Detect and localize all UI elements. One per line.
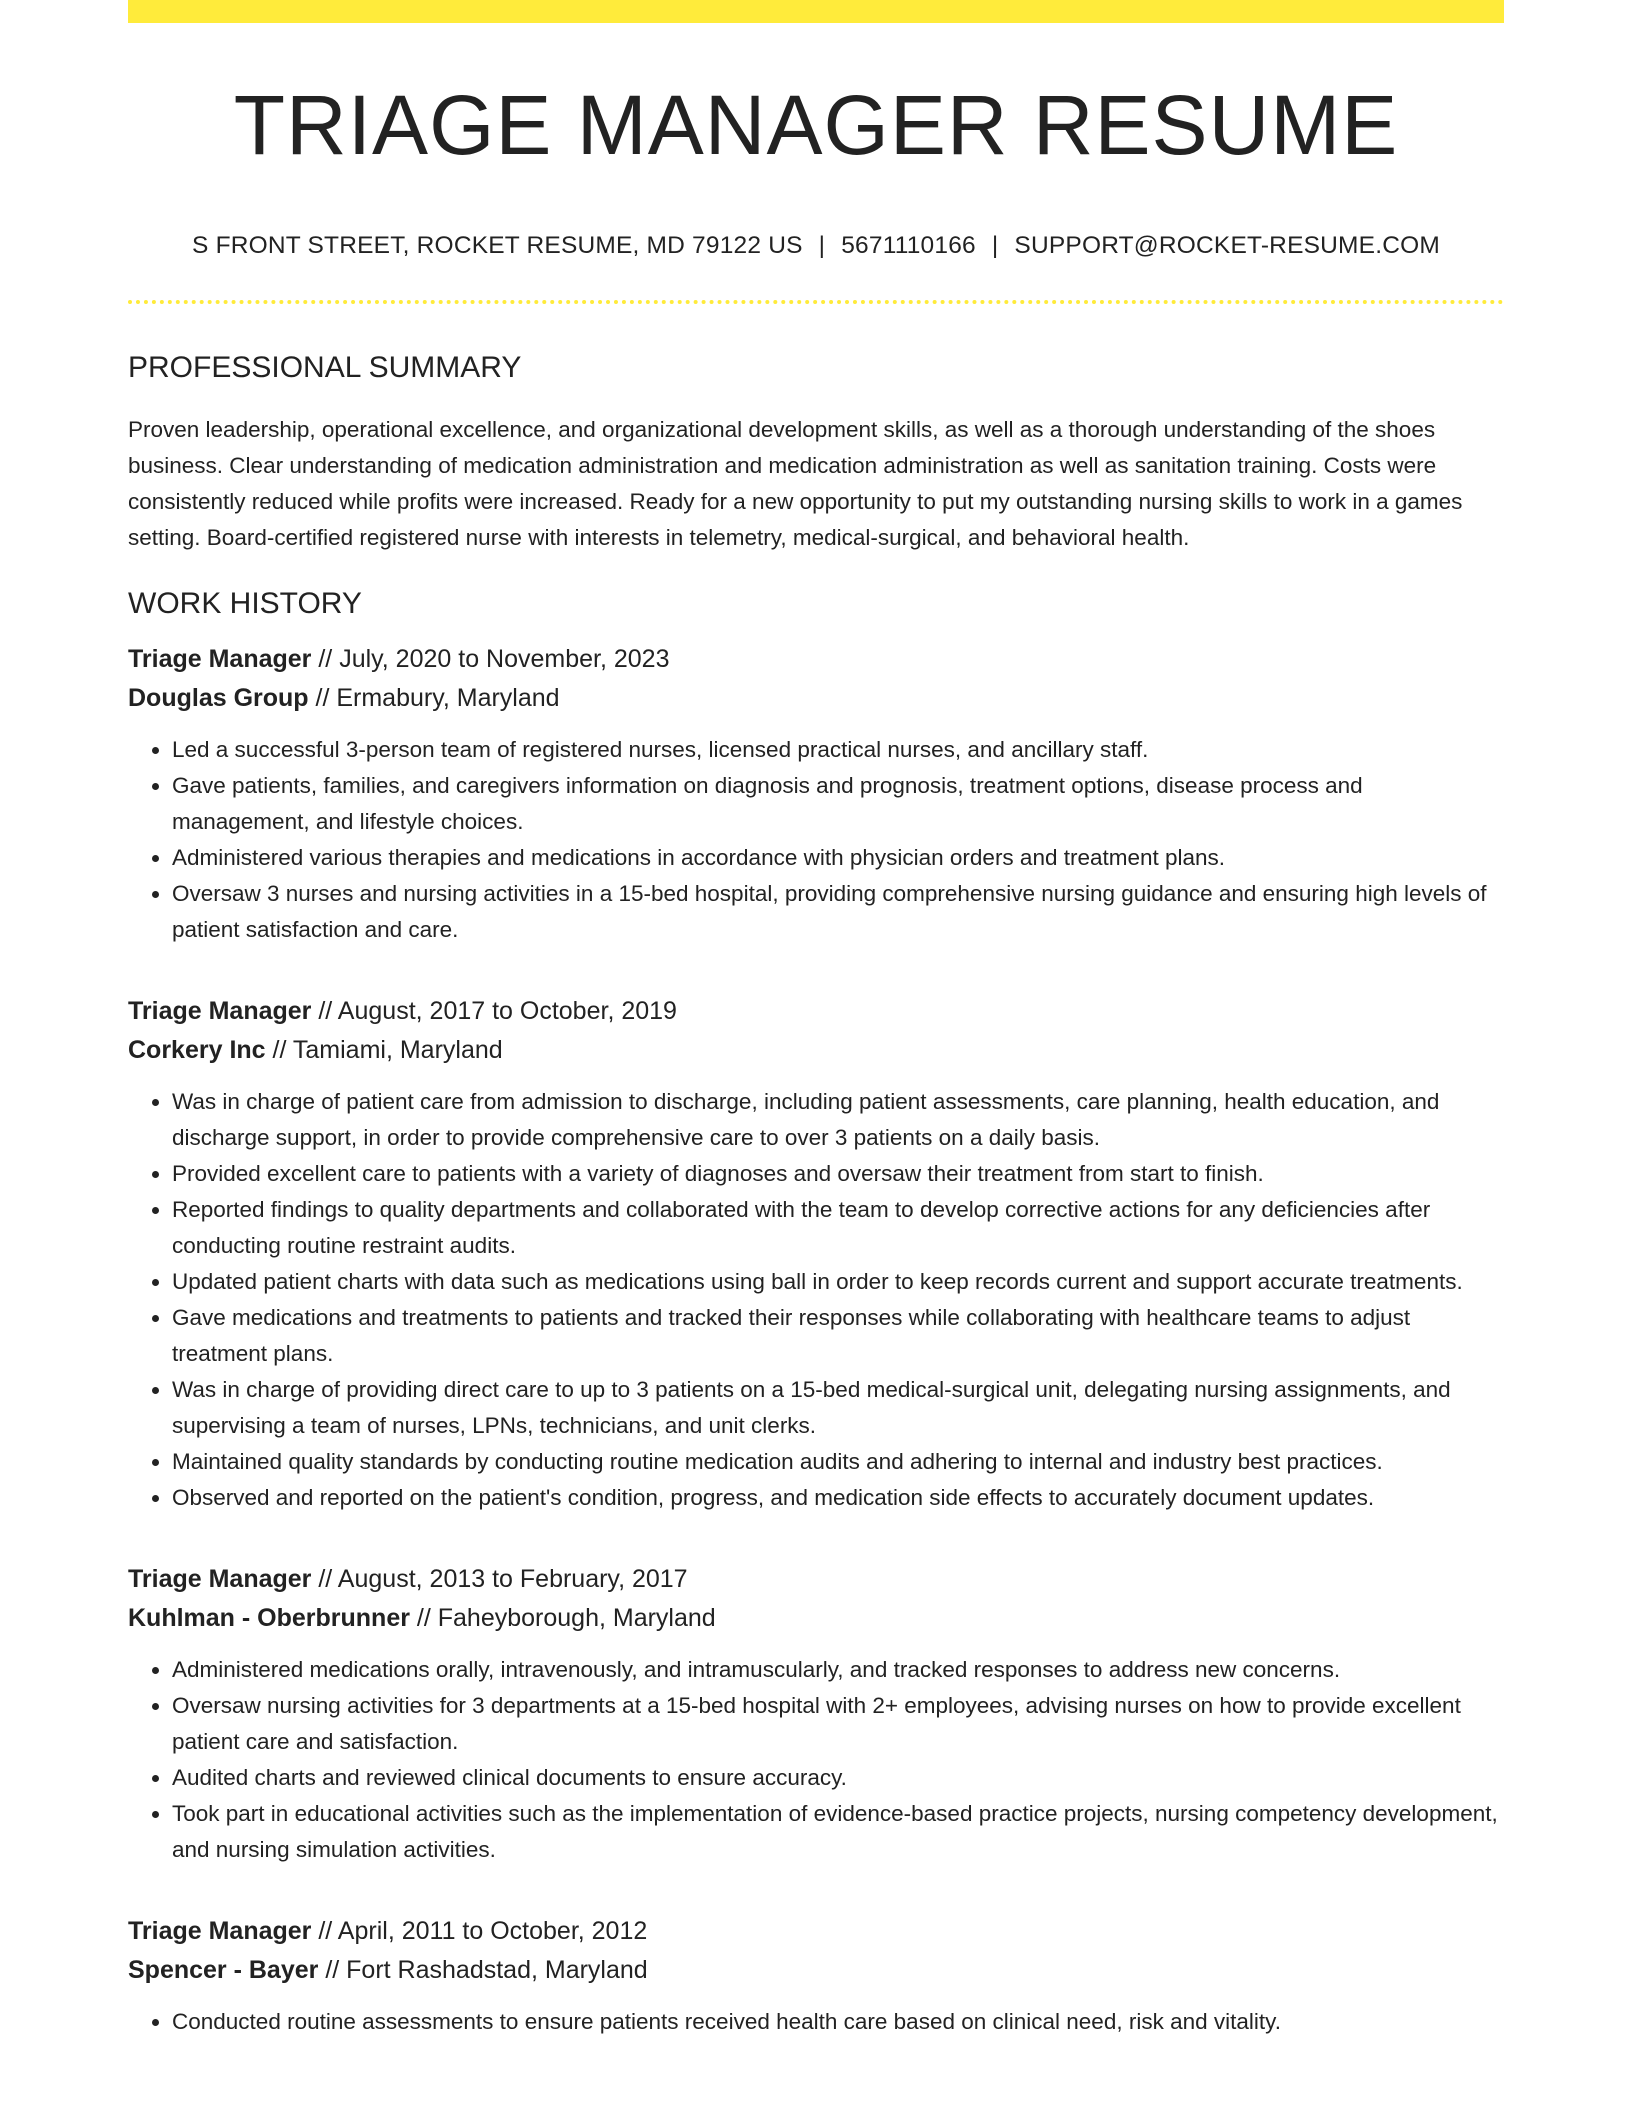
resume-title: TRIAGE MANAGER RESUME — [233, 78, 1399, 172]
job-entry — [128, 992, 1504, 1516]
job-bullet: • Gave medications and treatments to patients and tracked their responses while collaborating with healthcare teams to adjust treatment plans. — [172, 1300, 1504, 1372]
job-bullet: • Administered various therapies and medications in accordance with physician orders and treatment plans. — [172, 840, 1504, 876]
job-company-line — [128, 1031, 1504, 1070]
job-title: Triage Manager — [128, 1917, 312, 1945]
job-bullet: • Oversaw nursing activities for 3 departments at a 15-bed hospital with 2+ employees, advising nurses on how to provide excellent patient care and satisfaction. — [172, 1688, 1504, 1760]
resume-page — [128, 0, 1504, 2040]
job-title-line — [128, 992, 1504, 1031]
job-title-line — [128, 640, 1504, 679]
job-company-line — [128, 1599, 1504, 1638]
job-bullet: • Was in charge of providing direct care to up to 3 patients on a 15-bed medical-surgical unit, delegating nursing assignments, and supervising a team of nurses, LPNs, technicians, and unit clerks. — [172, 1372, 1504, 1444]
job-bullet: • Observed and reported on the patient's condition, progress, and medication side effects to accurately document updates. — [172, 1480, 1504, 1516]
job-dates: // April, 2011 to October, 2012 — [311, 1917, 648, 1945]
job-bullet: • Updated patient charts with data such as medications using ball in order to keep records current and support accurate treatments. — [172, 1264, 1504, 1300]
contact-phone: 5671110166 — [841, 232, 976, 259]
top-accent-bar — [128, 0, 1504, 23]
summary-text: Proven leadership, operational excellence, and organizational development skills, as well as a thorough understanding of the shoes business. Clear understanding of medication administration and medication administration as well as sanitation training. Costs were consistently reduced while profits were increased. Ready for a new opportunity to put my outstanding nursing skills to work in a games setting. Board-certified registered nurse with interests in telemetry, medical-surgical, and behavioral health. — [128, 417, 1463, 550]
job-dates: // August, 2017 to October, 2019 — [311, 997, 677, 1025]
work-history-heading: WORK HISTORY — [128, 587, 362, 620]
job-bullets — [128, 1652, 1504, 1868]
job-location: // Fort Rashadstad, Maryland — [318, 1956, 648, 1984]
job-bullet: • Oversaw 3 nurses and nursing activities in a 15-bed hospital, providing comprehensive nursing guidance and ensuring high levels of patient satisfaction and care. — [172, 876, 1504, 948]
job-bullet: • Reported findings to quality departments and collaborated with the team to develop corrective actions for any deficiencies after conducting routine restraint audits. — [172, 1192, 1504, 1264]
job-bullet: • Administered medications orally, intravenously, and intramuscularly, and tracked responses to address new concerns. — [172, 1652, 1504, 1688]
job-company: Corkery Inc — [128, 1036, 266, 1064]
job-title: Triage Manager — [128, 645, 312, 673]
job-title-line — [128, 1912, 1504, 1951]
job-company-line — [128, 1951, 1504, 1990]
job-company: Spencer - Bayer — [128, 1956, 319, 1984]
job-bullets — [128, 1084, 1504, 1516]
job-bullet: • Audited charts and reviewed clinical documents to ensure accuracy. — [172, 1760, 1504, 1796]
summary-heading: PROFESSIONAL SUMMARY — [128, 351, 522, 384]
job-entry — [128, 1912, 1504, 2040]
contact-email: SUPPORT@ROCKET-RESUME.COM — [1014, 232, 1440, 259]
job-company: Douglas Group — [128, 684, 309, 712]
job-location: // Ermabury, Maryland — [308, 684, 560, 712]
job-location: // Tamiami, Maryland — [265, 1036, 503, 1064]
dotted-divider — [128, 300, 1504, 304]
job-bullet: • Was in charge of patient care from admission to discharge, including patient assessments, care planning, health education, and discharge support, in order to provide comprehensive care to over 3 patients on a daily basis. — [172, 1084, 1504, 1156]
job-dates: // July, 2020 to November, 2023 — [311, 645, 670, 673]
job-bullet: • Provided excellent care to patients with a variety of diagnoses and oversaw their treatment from start to finish. — [172, 1156, 1504, 1192]
job-title: Triage Manager — [128, 997, 312, 1025]
contact-line — [128, 232, 1504, 260]
job-location: // Faheyborough, Maryland — [409, 1604, 716, 1632]
job-title: Triage Manager — [128, 1565, 312, 1593]
job-entry — [128, 1560, 1504, 1868]
job-bullet: • Gave patients, families, and caregivers information on diagnosis and prognosis, treatment options, disease process and management, and lifestyle choices. — [172, 768, 1504, 840]
job-company: Kuhlman - Oberbrunner — [128, 1604, 410, 1632]
contact-address: S FRONT STREET, ROCKET RESUME, MD 79122 US — [192, 232, 803, 259]
contact-separator: | — [818, 232, 826, 259]
contact-separator: | — [991, 232, 999, 259]
job-company-line — [128, 679, 1504, 718]
job-bullets — [128, 2004, 1504, 2040]
job-title-line — [128, 1560, 1504, 1599]
job-bullet: • Led a successful 3-person team of registered nurses, licensed practical nurses, and ancillary staff. — [172, 732, 1504, 768]
job-entry — [128, 640, 1504, 948]
job-bullet: • Conducted routine assessments to ensure patients received health care based on clinical need, risk and vitality. — [172, 2004, 1504, 2040]
job-dates: // August, 2013 to February, 2017 — [311, 1565, 688, 1593]
job-bullets — [128, 732, 1504, 948]
job-bullet: • Took part in educational activities such as the implementation of evidence-based practice projects, nursing competency development, and nursing simulation activities. — [172, 1796, 1504, 1868]
job-bullet: • Maintained quality standards by conducting routine medication audits and adhering to internal and industry best practices. — [172, 1444, 1504, 1480]
